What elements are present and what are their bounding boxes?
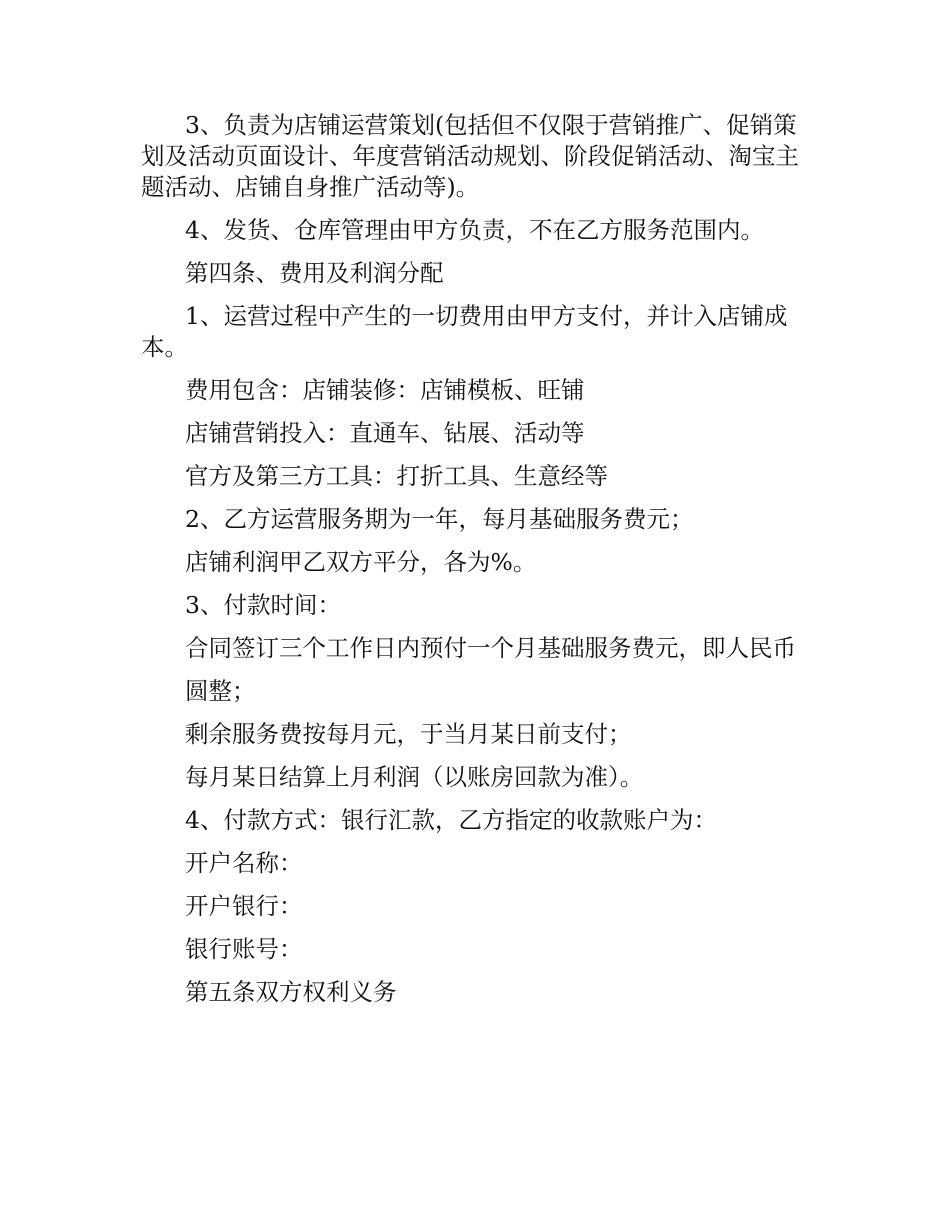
paragraph-account-bank: 开户银行： (185, 892, 303, 920)
section-heading-article-4: 第四条、费用及利润分配 (185, 259, 444, 287)
paragraph-service-period: 2、乙方运营服务期为一年，每月基础服务费元； (185, 505, 694, 533)
paragraph-monthly-settlement: 每月某日结算上月利润（以账房回款为准）。 (185, 763, 644, 791)
paragraph-costs-1: 1、运营过程中产生的一切费用由甲方支付，并计入店铺成本。 (141, 302, 788, 361)
paragraph-profit-split: 店铺利润甲乙双方平分，各为%。 (185, 548, 537, 576)
paragraph-tools: 官方及第三方工具：打折工具、生意经等 (185, 462, 608, 490)
paragraph-marketing-investment: 店铺营销投入：直通车、钻展、活动等 (185, 419, 585, 447)
paragraph-amount-words: 圆整； (185, 677, 256, 705)
paragraph-costs-include: 费用包含：店铺装修：店铺模板、旺铺 (185, 376, 585, 404)
paragraph-clause-4-shipping: 4、发货、仓库管理由甲方负责，不在乙方服务范围内。 (185, 216, 764, 244)
paragraph-account-name: 开户名称： (185, 849, 303, 877)
paragraph-account-number: 银行账号： (185, 935, 303, 963)
paragraph-clause-3-planning: 3、负责为店铺运营策划(包括但不仅限于营销推广、促销策划及活动页面设计、年度营销活动规划、阶段促销活动、淘宝主题活动、店铺自身推广活动等)。 (141, 111, 799, 201)
paragraph-prepayment: 合同签订三个工作日内预付一个月基础服务费元，即人民币 (185, 634, 796, 662)
paragraph-remaining-fee: 剩余服务费按每月元，于当月某日前支付； (185, 720, 632, 748)
document-body (141, 110, 811, 1020)
paragraph-payment-time: 3、付款时间： (185, 591, 341, 619)
section-heading-article-5: 第五条双方权利义务 (185, 978, 397, 1006)
paragraph-payment-method: 4、付款方式：银行汇款，乙方指定的收款账户为： (185, 806, 717, 834)
